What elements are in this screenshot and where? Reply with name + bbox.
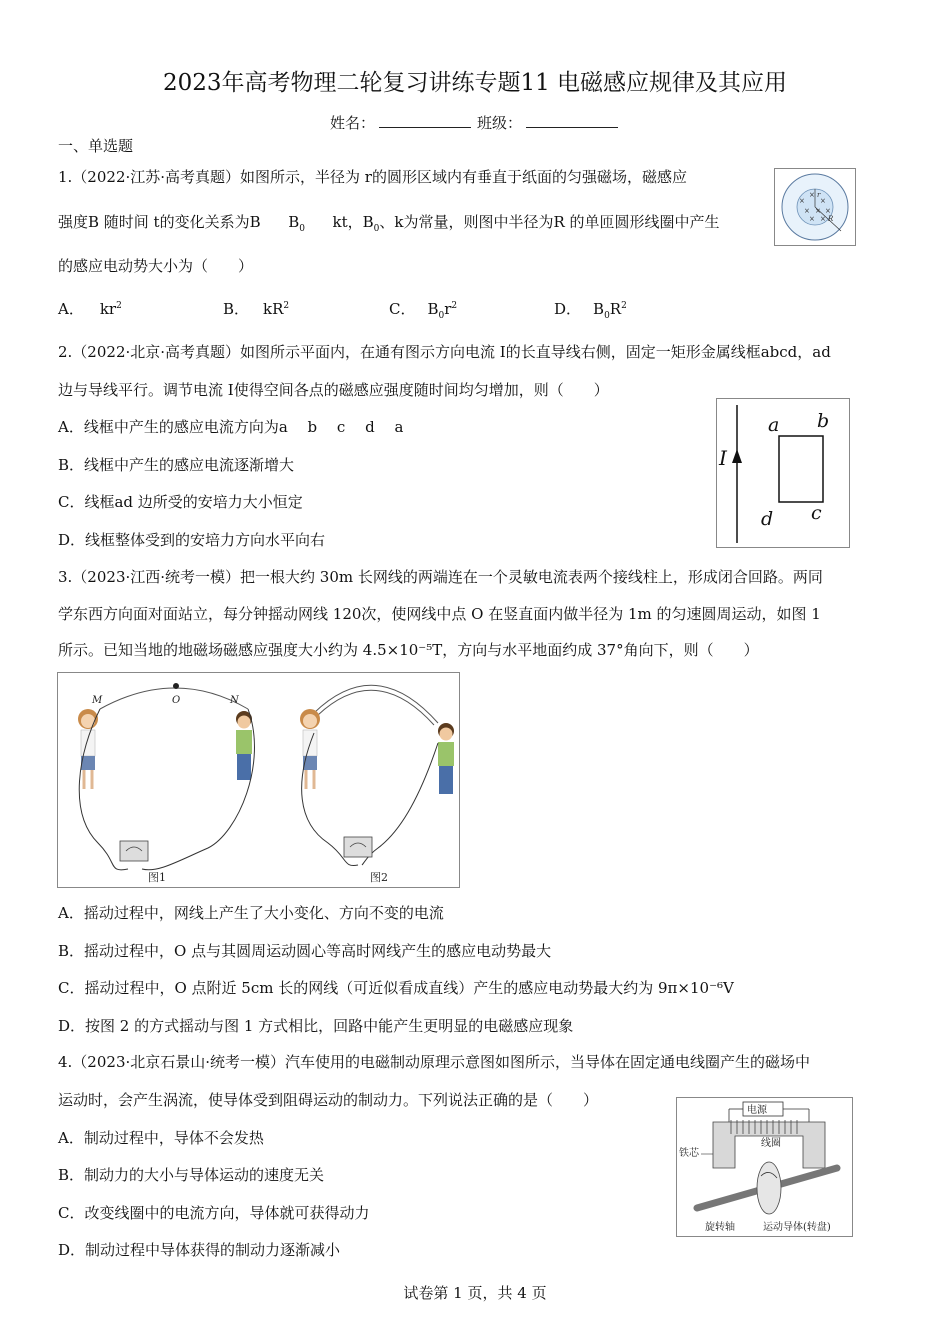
page-title: 2023年高考物理二轮复习讲练专题11 电磁感应规律及其应用 xyxy=(162,70,788,96)
q1-opt-c-label: C． xyxy=(389,300,416,318)
q4-line1: 4.（2023·北京石景山·统考一模）汽车使用的电磁制动原理示意图如图所示，当导体在固定通电线圈产生的磁场中 xyxy=(58,1053,811,1071)
svg-text:×: × xyxy=(820,197,826,205)
q3-line3: 所示。已知当地的地磁场磁感应强度大小约为 4.5×10⁻⁵T，方向与水平地面约成 37°角向下，则（ ） xyxy=(58,641,759,659)
q1-opt-a-value: kr xyxy=(99,300,117,318)
q3-fig-O-label: O xyxy=(172,695,181,706)
student-info xyxy=(330,112,624,133)
class-blank xyxy=(526,113,618,128)
q4-fig-shaft-label: 旋转轴 xyxy=(705,1222,735,1233)
q4-fig-coil-label: 线圈 xyxy=(761,1138,781,1149)
q3-option-b[interactable]: B．摇动过程中，O 点与其圆周运动圆心等高时网线产生的感应电动势最大 xyxy=(58,942,552,960)
section-heading: 一、单选题 xyxy=(58,137,134,155)
q1-figure xyxy=(774,168,856,246)
svg-text:×: × xyxy=(820,215,826,223)
q3-option-c[interactable]: C．摇动过程中，O 点附近 5cm 长的网线（可近似看成直线）产生的感应电动势最大约为 9π×10⁻⁶V xyxy=(58,979,734,997)
name-blank xyxy=(379,113,471,128)
q1-line2 xyxy=(58,212,720,239)
q1-opt-d-B: B xyxy=(593,300,605,318)
q3-fig2-label: 图2 xyxy=(370,871,388,884)
q1-fig-r-label: r xyxy=(817,191,821,199)
q1-opt-c-r: r xyxy=(444,300,452,318)
q2-option-a[interactable]: A．线框中产生的感应电流方向为a b c d a xyxy=(58,418,404,436)
q3-fig-M-label: M xyxy=(92,695,103,706)
page-footer: 试卷第 1 页，共 4 页 xyxy=(403,1284,547,1302)
q1-opt-a-label: A． xyxy=(58,300,84,318)
q4-option-b[interactable]: B．制动力的大小与导体运动的速度无关 xyxy=(58,1166,325,1184)
q3-option-d[interactable]: D．按图 2 的方式摇动与图 1 方式相比，回路中能产生更明显的电磁感应现象 xyxy=(58,1017,574,1035)
svg-text:×: × xyxy=(825,207,831,215)
q2-fig-b-label: b xyxy=(817,410,830,432)
q1-opt-b-sup: 2 xyxy=(283,301,290,311)
q2-line2: 边与导线平行。调节电流 I使得空间各点的磁感应强度随时间均匀增加，则（ ） xyxy=(58,381,609,399)
q2-option-b[interactable]: B．线框中产生的感应电流逐渐增大 xyxy=(58,456,295,474)
q1-opt-c-B: B xyxy=(427,300,439,318)
q4-option-a[interactable]: A．制动过程中，导体不会发热 xyxy=(58,1129,264,1147)
q4-option-c[interactable]: C．改变线圈中的电流方向，导体就可获得动力 xyxy=(58,1204,370,1222)
q2-figure xyxy=(716,398,850,548)
q3-figure xyxy=(57,672,460,888)
q1-sub-0: 0 xyxy=(299,224,305,234)
q1-option-d[interactable] xyxy=(554,298,627,321)
q1-opt-b-value: kR xyxy=(263,300,284,318)
q1-opt-a-sup: 2 xyxy=(116,301,122,311)
q3-line1: 3.（2023·江西·统考一模）把一根大约 30m 长网线的两端连在一个灵敏电流表两个接线柱上，形成闭合回路。两同 xyxy=(58,568,823,586)
q3-line2: 学东西方向面对面站立，每分钟摇动网线 120次，使网线中点 O 在竖直面内做半径为 1m 的匀速圆周运动，如图 1 xyxy=(58,605,821,623)
q1-line3: 的感应电动势大小为（ ） xyxy=(58,257,254,275)
q2-fig-a-label: a xyxy=(768,414,780,436)
q2-fig-c-label: c xyxy=(811,502,822,524)
q1-B0-symbol: B xyxy=(288,213,300,231)
q1-line1: 1.（2022·江苏·高考真题）如图所示，半径为 r的圆形区域内有垂直于纸面的匀强磁场，磁感应 xyxy=(58,168,687,186)
class-label: 班级： xyxy=(477,114,523,132)
q4-figure xyxy=(676,1097,853,1237)
svg-text:×: × xyxy=(809,215,815,223)
svg-text:×: × xyxy=(799,197,805,205)
q2-fig-d-label: d xyxy=(761,508,774,530)
q1-opt-d-label: D． xyxy=(554,300,582,318)
q4-fig-core-label: 铁芯 xyxy=(679,1148,699,1159)
q1-opt-c-sub: 0 xyxy=(438,311,445,321)
svg-text:×: × xyxy=(815,207,821,215)
q1-circle-diagram xyxy=(775,169,855,245)
svg-text:×: × xyxy=(809,191,815,199)
q1-option-b[interactable] xyxy=(223,298,289,319)
q1-option-c[interactable] xyxy=(389,298,457,321)
q1-fig-R-label: R xyxy=(828,215,834,223)
q4-fig-power-label: 电源 xyxy=(747,1105,767,1116)
q4-brake-diagram xyxy=(677,1098,852,1236)
q3-rope-illustration xyxy=(58,673,459,887)
q1-sub-0b: 0 xyxy=(373,224,380,234)
q4-option-d[interactable]: D．制动过程中导体获得的制动力逐渐减小 xyxy=(58,1241,341,1259)
q3-fig-N-label: N xyxy=(230,695,239,706)
q4-fig-disk-label: 运动导体(转盘) xyxy=(763,1222,831,1233)
q1-opt-c-sup: 2 xyxy=(451,301,458,311)
q1-option-a[interactable] xyxy=(58,298,122,319)
q1-opt-d-sup: 2 xyxy=(621,301,627,311)
q2-option-d[interactable]: D．线框整体受到的安培力方向水平向右 xyxy=(58,531,326,549)
q3-fig1-label: 图1 xyxy=(148,871,166,884)
q4-line2: 运动时，会产生涡流，使导体受到阻碍运动的制动力。下列说法正确的是（ ） xyxy=(58,1091,599,1109)
q1-text-d: 、k为常量，则图中半径为R 的单匝圆形线圈中产生 xyxy=(379,213,720,231)
q2-line1: 2.（2022·北京·高考真题）如图所示平面内，在通有图示方向电流 I的长直导线右侧，固定一矩形金属线框abcd，ad xyxy=(58,343,831,361)
name-label: 姓名： xyxy=(330,114,376,132)
q2-option-c[interactable]: C．线框ad 边所受的安培力大小恒定 xyxy=(58,493,303,511)
q2-fig-I-label: I xyxy=(719,446,727,470)
q1-opt-b-label: B． xyxy=(223,300,250,318)
q3-option-a[interactable]: A．摇动过程中，网线上产生了大小变化、方向不变的电流 xyxy=(58,904,444,922)
svg-text:×: × xyxy=(804,207,810,215)
q1-opt-d-sub: 0 xyxy=(604,311,610,321)
q1-text-c: kt，B xyxy=(332,213,374,231)
q1-text-a: 强度B 随时间 t的变化关系为B xyxy=(58,213,261,231)
q2-wire-loop-diagram xyxy=(717,399,849,547)
q1-opt-d-R: R xyxy=(609,300,622,318)
